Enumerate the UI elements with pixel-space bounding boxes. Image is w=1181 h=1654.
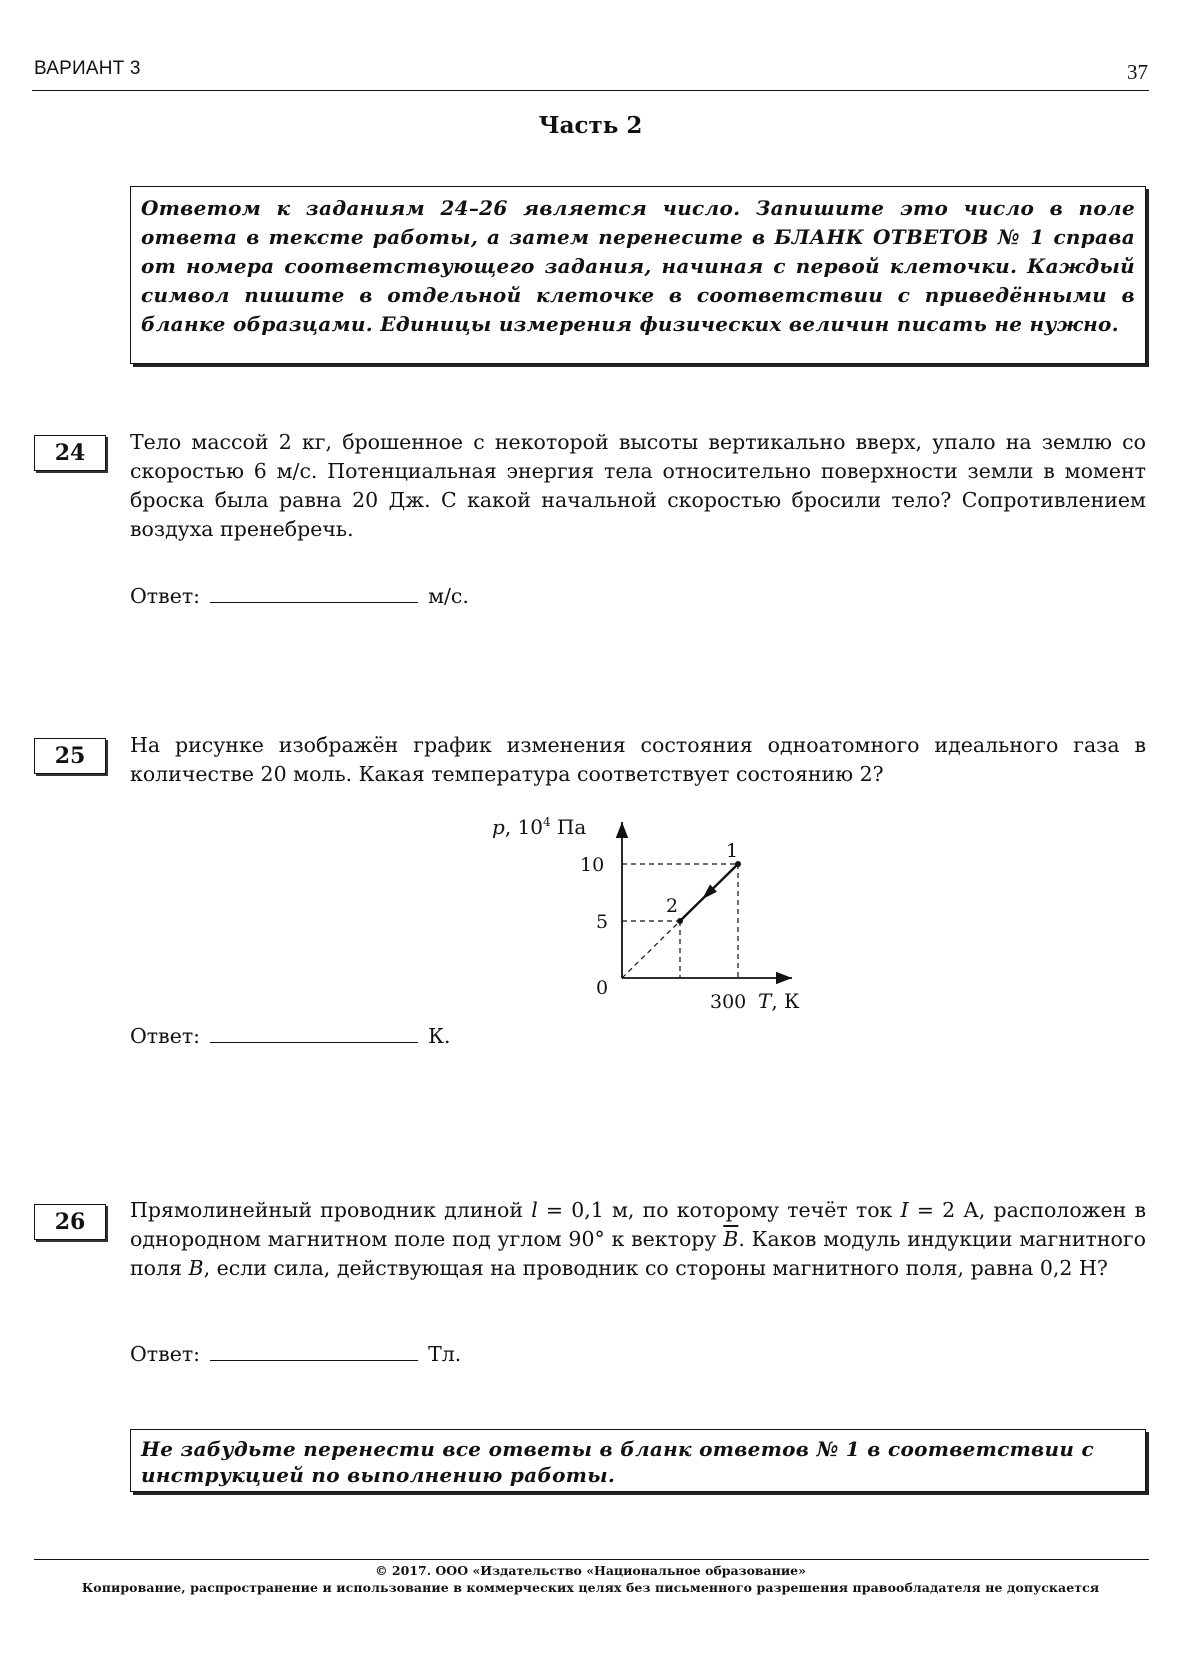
state-point-2 — [677, 918, 683, 924]
task-number-25: 25 — [34, 738, 106, 774]
header-divider — [32, 90, 1149, 91]
page-number: 37 — [1127, 60, 1148, 84]
variant-label: ВАРИАНТ 3 — [34, 58, 141, 79]
task-24-answer-field[interactable] — [210, 582, 418, 603]
reminder-box — [130, 1429, 1146, 1492]
answer-unit: Тл. — [428, 1342, 462, 1366]
task-24-answer — [130, 582, 469, 608]
footer-divider — [34, 1559, 1149, 1560]
task-26-answer-field[interactable] — [210, 1340, 418, 1361]
point-1-label: 1 — [726, 840, 739, 862]
origin-extension-line — [622, 921, 680, 978]
task-26-answer — [130, 1340, 461, 1366]
x-axis-label: T, К — [758, 989, 800, 1013]
task-25-answer-field[interactable] — [210, 1022, 418, 1043]
answer-label: Ответ: — [130, 1342, 201, 1366]
task-number-26: 26 — [34, 1204, 106, 1240]
answer-unit: м/с. — [428, 584, 469, 608]
instruction-text: Ответом к заданиям 24–26 является число. Запишите это число в поле ответа в тексте работы, а затем перенесите в БЛАНК ОТВЕТОВ № 1 справа от номера соответствующего задания, начиная с первой клеточки. Каждый символ пишите в отдельной клеточке в соответствии с приведёнными в бланке образцами. Единицы измерения физических величин писать не нужно. — [141, 196, 1135, 336]
footer-notice: Копирование, распространение и использование в коммерческих целях без письменного разрешения правообладателя не допускается — [81, 1580, 1100, 1595]
task-26-text: Прямолинейный проводник длиной l = 0,1 м, по которому течёт ток I = 2 А, расположен в однородном магнитном поле под углом 90° к вектору $\overline{B}$. Каков модуль индукции магнитного поля B, если сила, действующая на проводник со стороны магнитного поля, равна 0,2 Н? — [130, 1198, 1146, 1280]
task-number-24: 24 — [34, 435, 106, 471]
task-25-text: На рисунке изображён график изменения состояния одноатомного идеального газа в количестве 20 моль. Какая температура соответствует состоянию 2? — [130, 733, 1146, 786]
reminder-text: Не забудьте перенести все ответы в бланк ответов № 1 в соответствии с инструкцией по выполнению работы. — [141, 1437, 1094, 1487]
y-tick-5: 5 — [596, 911, 609, 933]
pressure-temperature-graph — [492, 812, 830, 1013]
task-24-text: Тело массой 2 кг, брошенное с некоторой высоты вертикально вверх, упало на землю со скоростью 6 м/с. Потенциальная энергия тела относительно поверхности земли в момент броска была равна 20 Дж. С какой начальной скоростью бросили тело? Сопротивлением воздуха пренебречь. — [130, 430, 1146, 541]
vector-b: $\overline{B}$ — [723, 1227, 739, 1251]
answer-unit: К. — [428, 1024, 451, 1048]
task-25-answer — [130, 1022, 450, 1048]
x-tick-300: 300 — [710, 991, 747, 1013]
origin-label: 0 — [596, 977, 609, 999]
footer-copyright: © 2017. ООО «Издательство «Национальное образование» — [375, 1563, 806, 1578]
instruction-box — [130, 186, 1146, 364]
answer-label: Ответ: — [130, 584, 201, 608]
part-title: Часть 2 — [538, 112, 643, 139]
point-2-label: 2 — [666, 895, 679, 917]
y-tick-10: 10 — [580, 854, 605, 876]
y-axis-label: p, $10^4$ Па — [492, 815, 587, 839]
answer-label: Ответ: — [130, 1024, 201, 1048]
